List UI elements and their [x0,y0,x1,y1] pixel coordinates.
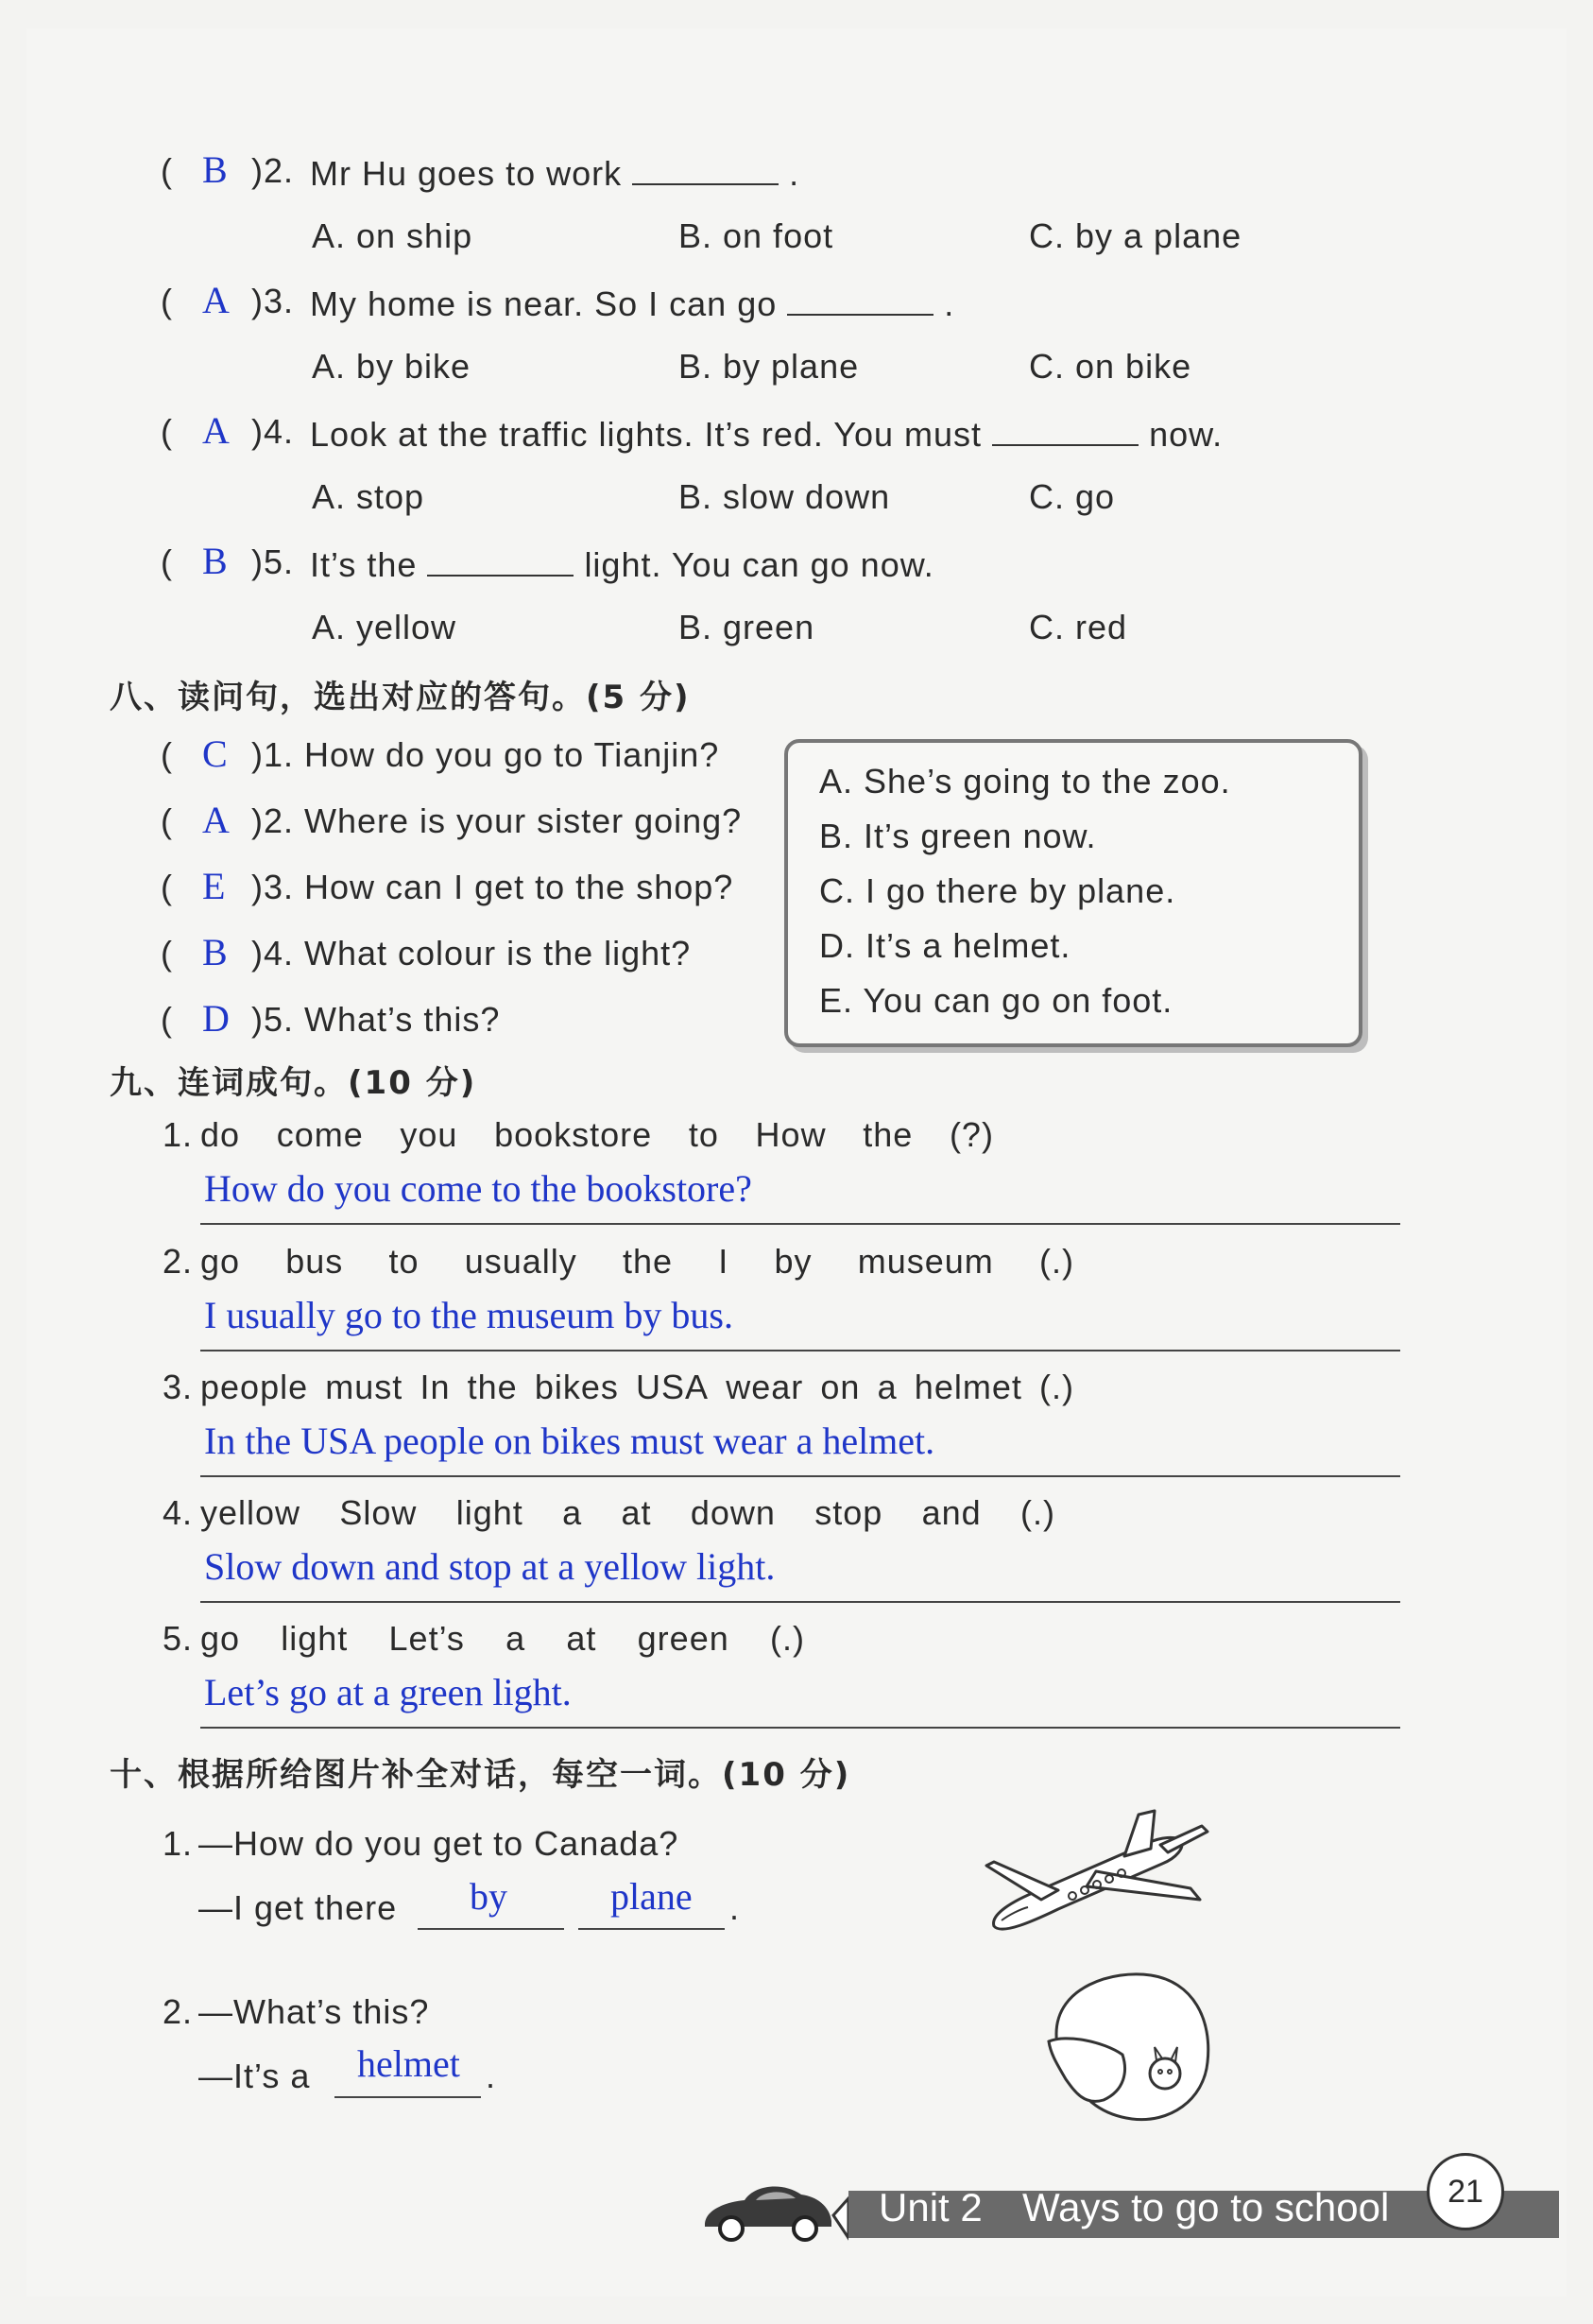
word: and [921,1493,982,1532]
footer-title: Ways to go to school [1022,2185,1390,2229]
word: How [755,1115,827,1154]
stem-end: light. You can go now. [584,545,934,584]
word: (.) [1039,1368,1074,1406]
word: bookstore [494,1115,653,1154]
answer-blank [427,542,574,577]
word: a [562,1493,583,1532]
question-number: )5. [251,542,295,581]
option-a: A. stop [312,477,425,516]
dialog-1-reply: —I get there [198,1888,398,1927]
section-10-title: 十、根据所给图片补全对话，每空一词。(10 分) [110,1756,851,1794]
answer-letter: C [202,732,228,775]
dialog-1-question: —How do you get to Canada? [198,1824,679,1863]
option-c: C. go [1029,477,1116,516]
word: come [276,1115,364,1154]
option-a: A. on ship [312,216,473,255]
word: Slow [339,1493,418,1532]
option-a: A. by bike [312,347,471,386]
word: go [200,1242,241,1281]
question-open-paren: ( [161,282,173,320]
section-8-title: 八、读问句，选出对应的答句。(5 分) [110,679,691,716]
question-text: )3. How can I get to the shop? [251,868,734,906]
word: a [877,1368,898,1406]
car-icon [697,2172,848,2247]
question-number: )3. [251,282,295,320]
word: at [621,1493,652,1532]
option-c: C. on bike [1029,347,1192,386]
word: (?) [949,1115,994,1154]
word: a [505,1619,526,1658]
word: at [566,1619,597,1658]
answer-blank [632,151,779,185]
question-stem [310,542,934,585]
blank-3-line [334,2096,481,2098]
word: go [200,1619,241,1658]
option-c: C. I go there by plane. [819,871,1176,910]
answer-letter: A [202,279,230,321]
word: bikes [534,1368,619,1406]
question-open-paren: ( [161,151,173,190]
word: In [420,1368,451,1406]
answer-letter: D [202,997,230,1040]
word: light [455,1493,523,1532]
word: by [774,1242,813,1281]
option-a: A. yellow [312,608,457,646]
footer-unit: Unit 2 [879,2185,983,2229]
helmet-icon [1037,1968,1217,2128]
answer-blank [787,282,934,316]
word: (.) [1020,1493,1055,1532]
word: USA [636,1368,710,1406]
question-number: )2. [251,151,295,190]
question-open-paren: ( [161,868,173,906]
question-text: )4. What colour is the light? [251,934,692,973]
question-stem [310,282,954,324]
option-d: D. It’s a helmet. [819,926,1071,965]
stem-end: . [789,154,800,193]
word: the [863,1115,914,1154]
question-number: )4. [251,412,295,451]
dialog-1-end: . [729,1888,741,1927]
word: green [637,1619,729,1658]
word: stop [814,1493,883,1532]
stem-text: My home is near. So I can go [310,284,778,323]
scrambled-words [200,1619,805,1659]
page-number: 21 [1427,2153,1504,2230]
word: (.) [1038,1242,1074,1281]
answer-plane: plane [610,1875,693,1918]
scrambled-words [200,1493,1055,1533]
word: yellow [200,1493,301,1532]
answer-blank [992,412,1139,446]
sentence-answer: How do you come to the bookstore? [204,1167,752,1210]
word: down [690,1493,776,1532]
word: the [623,1242,674,1281]
dialog-2-end: . [486,2057,497,2095]
stem-text: Look at the traffic lights. It’s red. You must [310,415,983,454]
word: bus [285,1242,344,1281]
word: helmet [914,1368,1022,1406]
question-stem [310,412,1223,455]
question-text: )2. Where is your sister going? [251,801,743,840]
scrambled-words [200,1115,994,1155]
word: the [467,1368,518,1406]
item-number: 1. [163,1115,194,1154]
dialog-2-reply: —It’s a [198,2057,311,2095]
option-c: C. by a plane [1029,216,1242,255]
answer-line [200,1727,1400,1729]
blank-1-line [418,1928,564,1930]
sentence-answer: I usually go to the museum by bus. [204,1294,733,1336]
option-b: B. green [678,608,815,646]
word: you [400,1115,458,1154]
dialog-2-number: 2. [163,1992,194,2031]
item-number: 3. [163,1368,194,1406]
answer-letter: E [202,865,226,907]
item-number: 5. [163,1619,194,1658]
scrambled-words [200,1242,1074,1282]
stem-end: now. [1149,415,1224,454]
answer-options-box [784,739,1362,1047]
question-text: )1. How do you go to Tianjin? [251,735,720,774]
word: usually [464,1242,577,1281]
stem-end: . [944,284,955,323]
sentence-answer: Slow down and stop at a yellow light. [204,1545,776,1588]
answer-letter: A [202,409,230,452]
answer-letter: B [202,931,228,973]
word: (.) [769,1619,805,1658]
word: museum [857,1242,994,1281]
word: wear [726,1368,804,1406]
question-open-paren: ( [161,801,173,840]
sentence-answer: Let’s go at a green light. [204,1671,572,1713]
answer-letter: B [202,148,228,191]
option-a: A. She’s going to the zoo. [819,762,1231,800]
question-text: )5. What’s this? [251,1000,501,1039]
option-b: B. slow down [678,477,891,516]
answer-letter: B [202,540,228,582]
stem-text: It’s the [310,545,418,584]
question-open-paren: ( [161,412,173,451]
word: I [718,1242,729,1281]
option-b: B. on foot [678,216,834,255]
word: light [281,1619,349,1658]
stem-text: Mr Hu goes to work [310,154,623,193]
word: must [325,1368,403,1406]
option-c: C. red [1029,608,1128,646]
answer-line [200,1601,1400,1603]
word: on [820,1368,861,1406]
airplane-icon [983,1803,1219,1945]
question-open-paren: ( [161,542,173,581]
answer-line [200,1223,1400,1225]
option-b: B. It’s green now. [819,817,1097,855]
scrambled-words [200,1368,1074,1407]
option-b: B. by plane [678,347,860,386]
answer-by: by [470,1875,507,1918]
word: to [688,1115,719,1154]
word: to [388,1242,420,1281]
word: people [200,1368,309,1406]
answer-line [200,1350,1400,1351]
answer-line [200,1475,1400,1477]
question-stem [310,151,799,194]
item-number: 2. [163,1242,194,1281]
section-9-title: 九、连词成句。(10 分) [110,1064,477,1102]
answer-helmet: helmet [357,2042,460,2085]
dialog-2-question: —What’s this? [198,1992,430,2031]
word: Let’s [388,1619,465,1658]
option-e: E. You can go on foot. [819,981,1173,1020]
question-open-paren: ( [161,735,173,774]
word: do [200,1115,241,1154]
item-number: 4. [163,1493,194,1532]
sentence-answer: In the USA people on bikes must wear a helmet. [204,1420,935,1462]
blank-2-line [578,1928,725,1930]
question-open-paren: ( [161,1000,173,1039]
question-open-paren: ( [161,934,173,973]
dialog-1-number: 1. [163,1824,194,1863]
answer-letter: A [202,799,230,841]
